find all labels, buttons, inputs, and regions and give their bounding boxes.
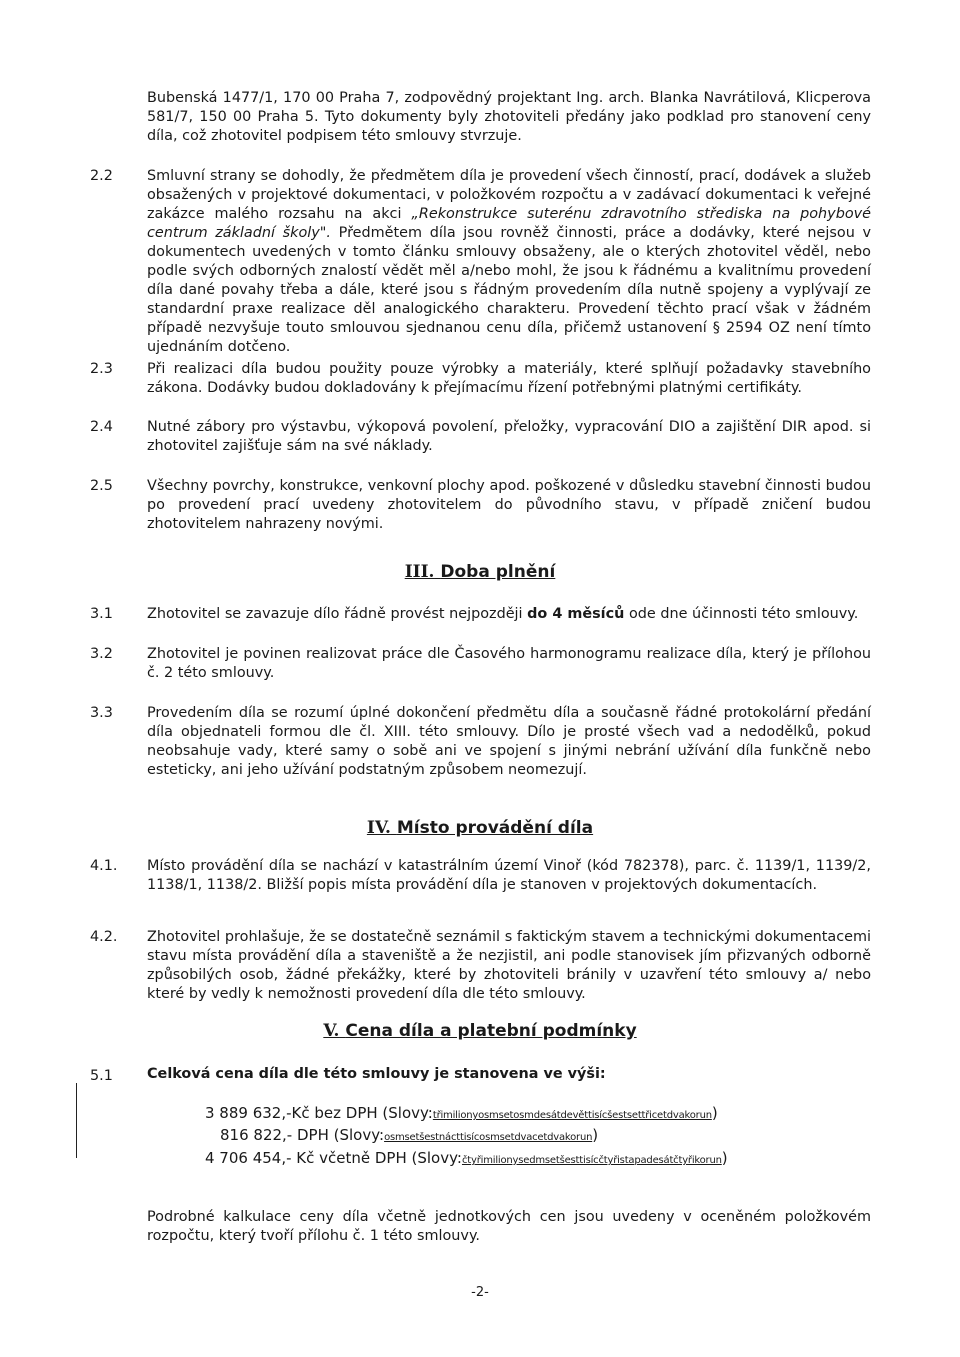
clause-number-3-3: 3.3 xyxy=(90,705,113,721)
clause-2-2-text xyxy=(147,167,871,357)
project-name: „Rekonstrukce suterénu zdravotního střediska na pohybové centrum základní školy". xyxy=(147,206,871,241)
clause-number-3-1: 3.1 xyxy=(90,606,113,622)
clause-number-2-2: 2.2 xyxy=(90,168,113,184)
section-4-title: Místo provádění díla xyxy=(396,818,594,838)
price-without-vat-words: třimilionyosmsetosmdesátdevěttisícšestsettřicetdvakorun xyxy=(432,1110,712,1121)
vat-amount-close: ) xyxy=(592,1126,599,1144)
margin-line xyxy=(76,1083,77,1158)
intro-paragraph: Bubenská 1477/1, 170 00 Praha 7, zodpovědný projektant Ing. arch. Blanka Navrátilová, Klicperova 581/7, 150 00 Praha 5. Tyto dokumenty byly zhotoviteli předány jako podklad pro stanovení ceny díla, což zhotovitel podpisem této smlouvy stvrzuje. xyxy=(147,90,871,144)
clause-3-1-text-start: Zhotovitel se zavazuje dílo řádně provést nejpozději xyxy=(147,606,528,622)
clause-number-2-4: 2.4 xyxy=(90,419,113,435)
clause-2-4-text: Nutné zábory pro výstavbu, výkopová povolení, přeložky, vypracování DIO a zajištění DIR apod. si zhotovitel zajišťuje sám na své náklady. xyxy=(147,419,871,454)
section-4-roman: IV. xyxy=(366,818,391,838)
section-3-title: Doba plnění xyxy=(440,562,556,582)
clause-number-5-1: 5.1 xyxy=(90,1068,113,1084)
vat-amount-words: osmsetšestnácttisícosmsetdvacetdvakorun xyxy=(384,1132,593,1143)
clause-number-4-1: 4.1. xyxy=(90,858,118,874)
section-5-heading xyxy=(0,1022,960,1041)
price-without-vat-amount: 3 889 632,-Kč bez DPH (Slovy: xyxy=(205,1104,433,1122)
vat-amount-value: 816 822,- DPH (Slovy: xyxy=(220,1126,385,1144)
clause-2-2-text-end: Předmětem díla jsou rovněž činnosti, práce a dodávky, které nejsou v dokumentech uvedených v tomto článku smlouvy obsaženy, ale o kterých zhotovitel věděl, nebo podle svých odborných znalostí vědět měl a/nebo mohl, že jsou k řádnému a kvalitnímu provedení díla dané povahy třeba a dále, které jsou s řádným provedením díla nutně spojeny a vyplývají ze standardní praxe realizace děl analogického charakteru. Provedení těchto prací však v žádném případě nezvyšuje touto smlouvou sjednanou cenu díla, přičemž ustanovení § 2594 OZ není tímto ujednáním dotčeno. xyxy=(147,225,871,355)
clause-number-2-3: 2.3 xyxy=(90,361,113,377)
page-number: -2- xyxy=(471,1285,489,1300)
clause-number-4-2: 4.2. xyxy=(90,929,118,945)
clause-2-2-text-start: Smluvní strany se dohodly, že předmětem díla je provedení všech činností, prací, dodávek a služeb obsažených v projektové dokumentaci, v položkovém rozpočtu a v zadávací dokumentaci k veřejné zakázce malého rozsahu na akci xyxy=(147,168,871,222)
clause-4-2-text: Zhotovitel prohlašuje, že se dostatečně seznámil s faktickým stavem a technickými dokumentacemi stavu místa provádění díla a staveniště a že nezjistil, ani podle stanovisek jím přizvaných odborně způsobilých osob, žádné překážky, které by zhotoviteli bránily v uzavření této smlouvy a/ nebo které by vedly k nemožnosti provedení díla dle této smlouvy. xyxy=(147,929,871,1002)
vat-amount xyxy=(220,1126,598,1147)
deadline: do 4 měsíců xyxy=(527,606,625,622)
clause-2-5-text: Všechny povrchy, konstrukce, venkovní plochy apod. poškozené v důsledku stavební činnosti budou po provedení prací uvedeny zhotovitelem do původního stavu, v případě zničení budou zhotovitelem nahrazeny novými. xyxy=(147,478,871,532)
clause-4-1-text: Místo provádění díla se nachází v katastrálním území Vinoř (kód 782378), parc. č. 1139/1, 1139/2, 1138/1, 1138/2. Bližší popis místa provádění díla je stanoven v projektových dokumentacích. xyxy=(147,858,871,893)
price-with-vat-words: čtyřimilionysedmsetšesttisícčtyřistapadesátčtyřikorun xyxy=(461,1155,722,1166)
section-3-heading xyxy=(0,563,960,582)
section-5-roman: V. xyxy=(323,1021,340,1041)
price-with-vat xyxy=(205,1149,728,1170)
clause-number-3-2: 3.2 xyxy=(90,646,113,662)
price-without-vat-close: ) xyxy=(711,1104,718,1122)
section-5-title: Cena díla a platební podmínky xyxy=(345,1021,637,1041)
clause-3-1-text-end: ode dne účinnosti této smlouvy. xyxy=(624,606,859,622)
price-with-vat-close: ) xyxy=(721,1149,728,1167)
clause-number-2-5: 2.5 xyxy=(90,478,113,494)
price-without-vat xyxy=(205,1104,718,1125)
clause-2-3-text: Při realizaci díla budou použity pouze výrobky a materiály, které splňují požadavky stavebního zákona. Dodávky budou dokladovány k přejímacímu řízení potřebnými platnými certifikáty. xyxy=(147,361,871,396)
clause-5-1-text: Celková cena díla dle této smlouvy je stanovena ve výši: xyxy=(147,1066,606,1082)
section-4-heading xyxy=(0,819,960,838)
section-3-roman: III. xyxy=(404,562,435,582)
closing-paragraph: Podrobné kalkulace ceny díla včetně jednotkových cen jsou uvedeny v oceněném položkovém rozpočtu, který tvoří přílohu č. 1 této smlouvy. xyxy=(147,1209,871,1244)
clause-3-3-text: Provedením díla se rozumí úplné dokončení předmětu díla a současně řádné protokolární předání díla objednateli formou dle čl. XIII. této smlouvy. Dílo je prosté všech vad a nedodělků, pokud neobsahuje vady, které samy o sobě ani ve spojení s jinými nebrání užívání díla funkčně nebo esteticky, ani jeho užívání podstatným způsobem neomezují. xyxy=(147,705,871,778)
clause-3-2-text: Zhotovitel je povinen realizovat práce dle Časového harmonogramu realizace díla, který je přílohou č. 2 této smlouvy. xyxy=(147,646,871,681)
clause-3-1-text xyxy=(147,605,871,624)
price-with-vat-amount: 4 706 454,- Kč včetně DPH (Slovy: xyxy=(205,1149,462,1167)
